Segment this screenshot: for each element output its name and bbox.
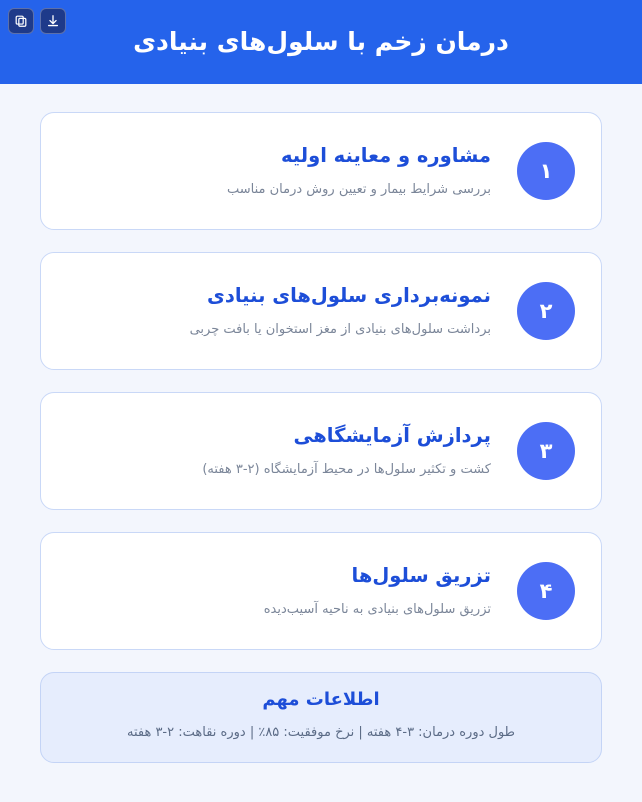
page-title: درمان زخم با سلول‌های بنیادی: [133, 27, 509, 57]
step-text: [63, 563, 495, 620]
step-text: [63, 143, 495, 200]
step-card: [40, 392, 602, 510]
step-number-badge: ۲: [517, 282, 575, 340]
page-header: [0, 0, 642, 84]
step-number-badge: ۴: [517, 562, 575, 620]
step-title: نمونه‌برداری سلول‌های بنیادی: [206, 283, 491, 307]
copy-icon: [14, 14, 28, 28]
step-text: [63, 423, 495, 480]
download-icon: [46, 14, 60, 28]
step-description: تزریق سلول‌های بنیادی به ناحیه آسیب‌دیده: [263, 601, 491, 617]
step-description: برداشت سلول‌های بنیادی از مغز استخوان یا بافت چربی: [189, 321, 491, 337]
step-number-badge: ۳: [517, 422, 575, 480]
step-description: کشت و تکثیر سلول‌ها در محیط آزمایشگاه (۲-۳ هفته): [202, 461, 491, 477]
info-box-title: اطلاعات مهم: [262, 689, 380, 710]
step-title: تزریق سلول‌ها: [351, 563, 491, 587]
step-text: [63, 283, 495, 340]
copy-button[interactable]: [8, 8, 34, 34]
step-card: [40, 252, 602, 370]
step-title: پردازش آزمایشگاهی: [293, 423, 491, 447]
important-info-box: [40, 672, 602, 763]
download-button[interactable]: [40, 8, 66, 34]
step-description: بررسی شرایط بیمار و تعیین روش درمان مناسب: [226, 181, 491, 197]
step-card: [40, 532, 602, 650]
step-card: [40, 112, 602, 230]
step-title: مشاوره و معاینه اولیه: [280, 143, 491, 167]
info-box-line: طول دوره درمان: ۳-۴ هفته | نرخ موفقیت: ۸۵٪ | دوره نقاهت: ۲-۳ هفته: [126, 725, 516, 740]
step-number-badge: ۱: [517, 142, 575, 200]
header-actions: [8, 8, 66, 34]
steps-container: [0, 84, 642, 763]
